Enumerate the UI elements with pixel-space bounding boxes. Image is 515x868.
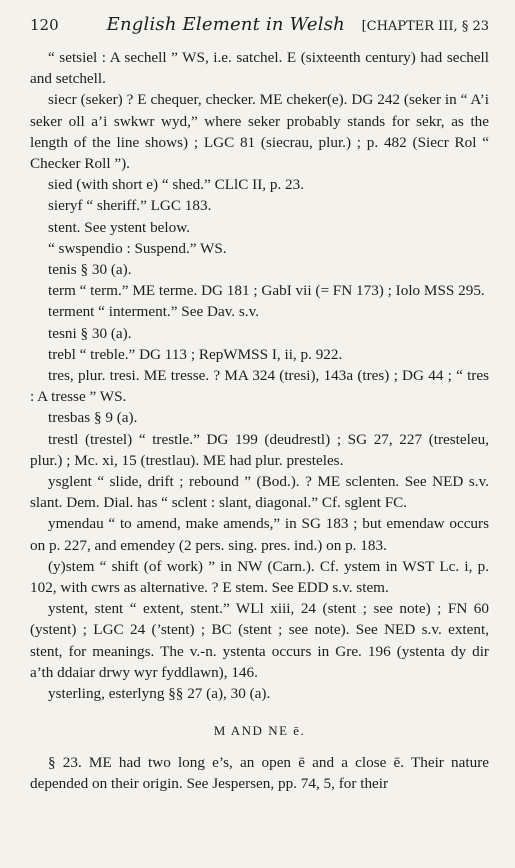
entry-swspendio: “ swspendio : Suspend.” WS. [48, 239, 227, 257]
entry-tenis: tenis § 30 (a). [48, 261, 132, 279]
entry-sieryf: sieryf “ sheriff.” LGC 183. [48, 197, 212, 215]
entry-trebl: trebl “ treble.” DG 113 ; RepWMSS I, ii, p. 922. [48, 345, 343, 363]
entry-ysglent: ysglent “ slide, drift ; rebound ” (Bod.). ? ME sclenten. See NED s.v. slant. Dem. Dial. has “ sclent : slant, diagonal.” Cf. sglent FC. [30, 473, 489, 512]
entry-trestl: trestl (trestel) “ trestle.” DG 199 (deudrestl) ; SG 27, 227 (tresteleu, plur.) ; Mc. xi, 15 (trestlau). ME had plur. presteles. [30, 430, 489, 469]
page-body [30, 47, 489, 794]
entry-ystent: ystent, stent “ extent, stent.” WLl xiii, 24 (stent ; see note) ; FN 60 (ystent) ; LGC 24 (’stent) ; BC (stent ; see note). See NED s.v. extent, stent, for meanings. The v.-n. ystenta occurs in Gre. 196 (ystenta dy dir a’th ddaiar drwy wyr fyddlawn), 146. [30, 600, 489, 681]
entry-ystem: (y)stem “ shift (of work) ” in NW (Carn.). Cf. ystem in WST Lc. i, p. 102, with cwrs as alternative. ? E stem. See EDD s.v. stem. [30, 557, 489, 597]
running-title: English Element in Welsh [106, 14, 345, 35]
entry-stent: stent. See ystent below. [48, 218, 191, 236]
entry-ysterling: ysterling, esterlyng §§ 27 (a), 30 (a). [48, 685, 271, 703]
entry-setsiel: “ setsiel : A sechell ” WS, i.e. satchel. E (sixteenth century) had sechell and setchell. [30, 49, 489, 88]
entry-ymendau: ymendau “ to amend, make amends,” in SG 183 ; but emendaw occurs on p. 227, and emendey (2 pers. sing. pres. ind.) on p. 183. [30, 515, 489, 554]
entry-siecr: siecr (seker) ? E chequer, checker. ME cheker(e). DG 242 (seker in “ A’i seker oll a’i swkwr wyd,” where seker probably stands for sekr, as the length of the line shows) ; LGC 81 (siecrau, plur.) ; p. 482 (Siecr Rol “ Checker Roll ”). [30, 91, 489, 173]
running-header [30, 14, 489, 35]
entry-sied: sied (with short e) “ shed.” CLlC II, p. 23. [48, 176, 305, 194]
entry-tres: tres, plur. tresi. ME tresse. ? MA 324 (tresi), 143a (tres) ; DG 44 ; “ tres : A tresse ” WS. [30, 367, 489, 406]
section-paragraph: § 23. ME had two long e’s, an open ē and a close ē. Their nature depended on their origin. See Jespersen, pp. 74, 5, for their [30, 753, 489, 792]
chapter-reference: [CHAPTER III, § 23 [361, 19, 489, 34]
entry-tresbas: tresbas § 9 (a). [48, 409, 138, 427]
section-heading: M AND NE ē. [213, 723, 306, 739]
page-number: 120 [30, 16, 59, 34]
entry-tesni: tesni § 30 (a). [48, 324, 132, 342]
entry-term: term “ term.” ME terme. DG 181 ; GabI vii (= FN 173) ; Iolo MSS 295. [48, 282, 485, 300]
entry-terment: terment “ interment.” See Dav. s.v. [48, 303, 259, 321]
